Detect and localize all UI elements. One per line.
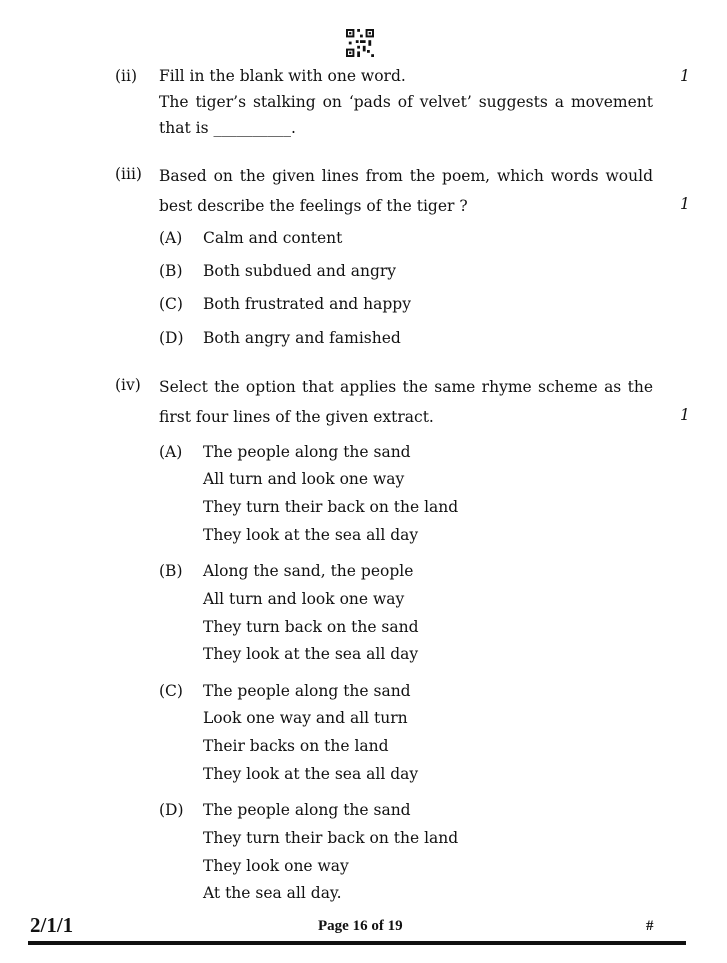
question-iii-marks: 1 [680,195,690,213]
poem-line: Their backs on the land [203,737,389,755]
question-ii-line-1: Fill in the blank with one word. [159,67,406,85]
question-ii-text [159,63,653,141]
option-text: Both frustrated and happy [203,295,411,313]
poem-line: All turn and look one way [203,470,405,488]
poem-line: They turn their back on the land [203,498,459,516]
question-ii-line-2: The tiger’s stalking on ‘pads of velvet’ suggests a movement that is __________. [159,93,653,137]
option-label: (A) [159,443,183,461]
question-iv-text: Select the option that applies the same rhyme scheme as the first four lines of the given extract. [159,378,653,426]
option-label: (D) [159,801,184,819]
poem-line: All turn and look one way [203,590,405,608]
question-number-iii: (iii) [115,165,142,183]
poem-line: Look one way and all turn [203,709,408,727]
poem-line: The people along the sand [203,801,411,819]
poem-line: The people along the sand [203,682,411,700]
option-text: Both angry and famished [203,329,401,347]
poem-line: They look at the sea all day [203,765,419,783]
poem-line: Along the sand, the people [203,562,414,580]
option-text: Calm and content [203,229,343,247]
option-label: (C) [159,682,183,700]
qr-code-icon [345,29,375,57]
poem-line: They turn their back on the land [203,829,459,847]
footer-hash: # [646,918,654,934]
footer-rule [28,941,686,945]
poem-line: At the sea all day. [203,884,342,902]
question-iv-marks: 1 [680,406,690,424]
poem-line: They turn back on the sand [203,618,419,636]
option-label: (B) [159,262,183,280]
poem-line: They look one way [203,857,349,875]
option-label: (A) [159,229,183,247]
question-iii-text: Based on the given lines from the poem, which words would best describe the feelings of the tiger ? [159,167,653,215]
poem-line: They look at the sea all day [203,645,419,663]
option-label: (C) [159,295,183,313]
option-text: Both subdued and angry [203,262,397,280]
poem-line: They look at the sea all day [203,526,419,544]
poem-line: The people along the sand [203,443,411,461]
question-ii-marks: 1 [680,67,690,85]
option-label: (D) [159,329,184,347]
question-number-iv: (iv) [115,376,141,394]
page-number: Page 16 of 19 [318,918,403,934]
paper-code: 2/1/1 [30,913,74,937]
option-label: (B) [159,562,183,580]
question-number-ii: (ii) [115,67,138,85]
